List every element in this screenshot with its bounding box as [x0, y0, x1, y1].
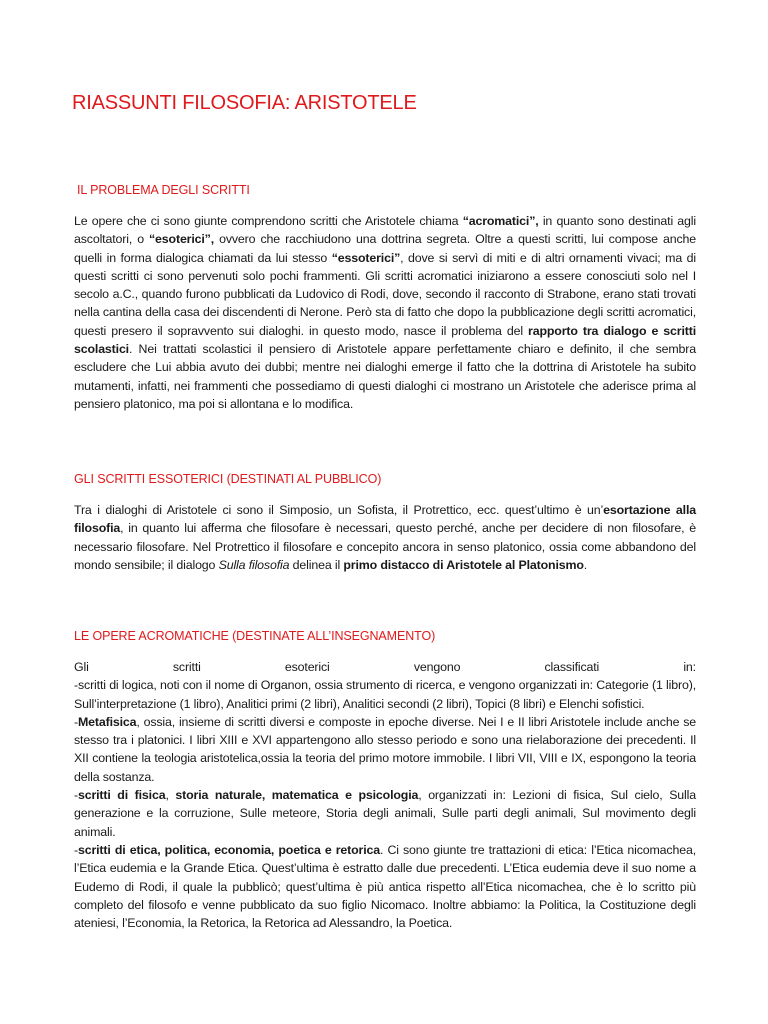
section-heading-scritti-essoterici: GLI SCRITTI ESSOTERICI (DESTINATI AL PUBBLICO) — [74, 472, 382, 486]
list-item-metafisica — [74, 713, 696, 786]
text-run: , ossia, insieme di scritti diversi e composte in epoche diverse. Nei I e II libri Aristotele include anche se stesso tra i platonici. I libri XIII e XVI appartengono allo stesso periodo e sono una rielaborazione dei precedenti. Il XII contiene la teologia aristotelica,ossia la teoria del primo motore immobile. I libri VII, VIII e IX, espongono la teoria della sostanza. — [74, 714, 696, 784]
bold-run: esortazione alla filosofia — [74, 503, 696, 536]
text-run: -scritti di logica, noti con il nome di Organon, ossia strumento di ricerca, e vengono organizzati in: Categorie (1 libro), Sull’interpretazione (1 libro), Analitici primi (2 libri), Analitici secondi (2 libri), Topici (8 libri) e Elenchi sofistici. — [74, 678, 696, 711]
text-run: Le opere che ci sono giunte comprendono scritti che Aristotele chiama — [74, 214, 463, 228]
italic-run: Sulla filosofia — [218, 557, 290, 572]
text-run: ovvero che racchiudono una dottrina segreta. Oltre a questi scritti, lui compose anche quelli in forma dialogica chiamati da lui stesso — [74, 232, 696, 265]
document-title: RIASSUNTI FILOSOFIA: ARISTOTELE — [72, 92, 417, 114]
bold-run: scritti di etica, politica, economia, poetica e retorica — [77, 842, 380, 857]
section-heading-opere-acromatiche: LE OPERE ACROMATICHE (DESTINATE ALL’INSEGNAMENTO) — [74, 629, 436, 643]
word: vengono — [413, 660, 461, 674]
bold-run: primo distacco di Aristotele al Platonismo — [343, 557, 584, 572]
text-run: Tra i dialoghi di Aristotele ci sono il Simposio, un Sofista, il Protrettico, ecc. quest’ultimo è un’ — [74, 503, 604, 517]
word: scritti — [172, 660, 201, 674]
text-run: , — [165, 788, 176, 803]
word: classificati — [544, 660, 600, 674]
paragraph-scritti-essoterici — [74, 501, 696, 574]
text-run: . Ci sono giunte tre trattazioni di etica: l’Etica nicomachea, l’Etica eudemia e la Grande Etica. Quest’ultima è estratto dalle due precedenti. L’Etica eudemia deve il suo nome a Eudemo di Rodi, il quale la pubblicò; quest’ultima è più antica rispetto all’Etica nicomachea, che è lo scritto più completo del filosofo e venne pubblicato da suo figlio Nicomaco. Inoltre abbiamo: la Politica, la Costituzione degli ateniesi, l’Economia, la Retorica, la Retorica ad Alessandro, la Poetica. — [74, 842, 696, 931]
text-run: . Nei trattati scolastici il pensiero di Aristotele appare perfettamente chiaro e definito, il che sembra escludere che Lui abbia avuto dei dubbi; mentre nei dialoghi emerge il fatto che la dottrina di Aristotele ha subito mutamenti, infatti, nei frammenti che possediamo di questi dialoghi ci mostrano un Aristotele che aderisce prima al pensiero platonico, ma poi si allontana e lo modifica. — [74, 342, 696, 411]
text-run: , dove si servì di miti e di altri ornamenti vivaci; ma di questi scritti ci sono pervenuti solo pochi frammenti. Gli scritti acromatici iniziarono a essere conosciuti solo nel I secolo a.C., quando furono pubblicati da Ludovico di Rodi, dove, secondo il racconto di Strabone, erano stati trovati nella cantina della casa dei discendenti di Nerone. Però sta di fatto che dopo la pubblicazione degli scritti acromatici, questi presero il sopravvento sui dialoghi. in questo modo, nasce il problema del — [74, 250, 696, 338]
bold-run: “acromatici”, — [462, 214, 539, 228]
bold-run: “esoterici”, — [149, 232, 215, 247]
section-heading-problema-scritti: IL PROBLEMA DEGLI SCRITTI — [77, 183, 250, 197]
bold-run: scritti di fisica — [77, 788, 166, 803]
list-item-fisica — [74, 786, 696, 841]
text-run: - — [74, 788, 78, 803]
word: Gli — [74, 660, 89, 674]
classification-intro-line — [74, 658, 696, 676]
bold-run: “essoterici” — [331, 250, 401, 265]
section-body-opere-acromatiche — [74, 658, 696, 932]
paragraph-problema-scritti — [74, 212, 696, 413]
bold-run: storia naturale, matematica e psicologia — [175, 788, 419, 803]
word: esoterici — [284, 660, 330, 674]
list-item-etica — [74, 841, 696, 932]
text-run: - — [74, 842, 78, 857]
list-item-logica — [74, 676, 696, 713]
text-run: . — [583, 557, 588, 572]
text-run: , organizzati in: Lezioni di fisica, Sul cielo, Sulla generazione e la corruzione, Sulle meteore, Storia degli animali, Sulle parti degli animali, Sul movimento degli animali. — [74, 788, 696, 839]
bold-run: rapporto tra dialogo e scritti scolastici — [74, 323, 696, 357]
text-run: in quanto sono destinati agli ascoltatori, o — [74, 214, 696, 247]
word: in: — [683, 660, 696, 674]
text-run: delinea il — [289, 557, 344, 572]
text-run: , in quanto lui afferma che filosofare è necessari, questo perché, anche per decidere di non filosofare, è necessario filosofare. Nel Protrettico il filosofare e concepito ancora in senso platonico, ossia come abbandono del mondo sensibile; il dialogo — [74, 521, 696, 572]
text-run: - — [74, 714, 78, 729]
bold-run: Metafisica — [77, 714, 137, 729]
